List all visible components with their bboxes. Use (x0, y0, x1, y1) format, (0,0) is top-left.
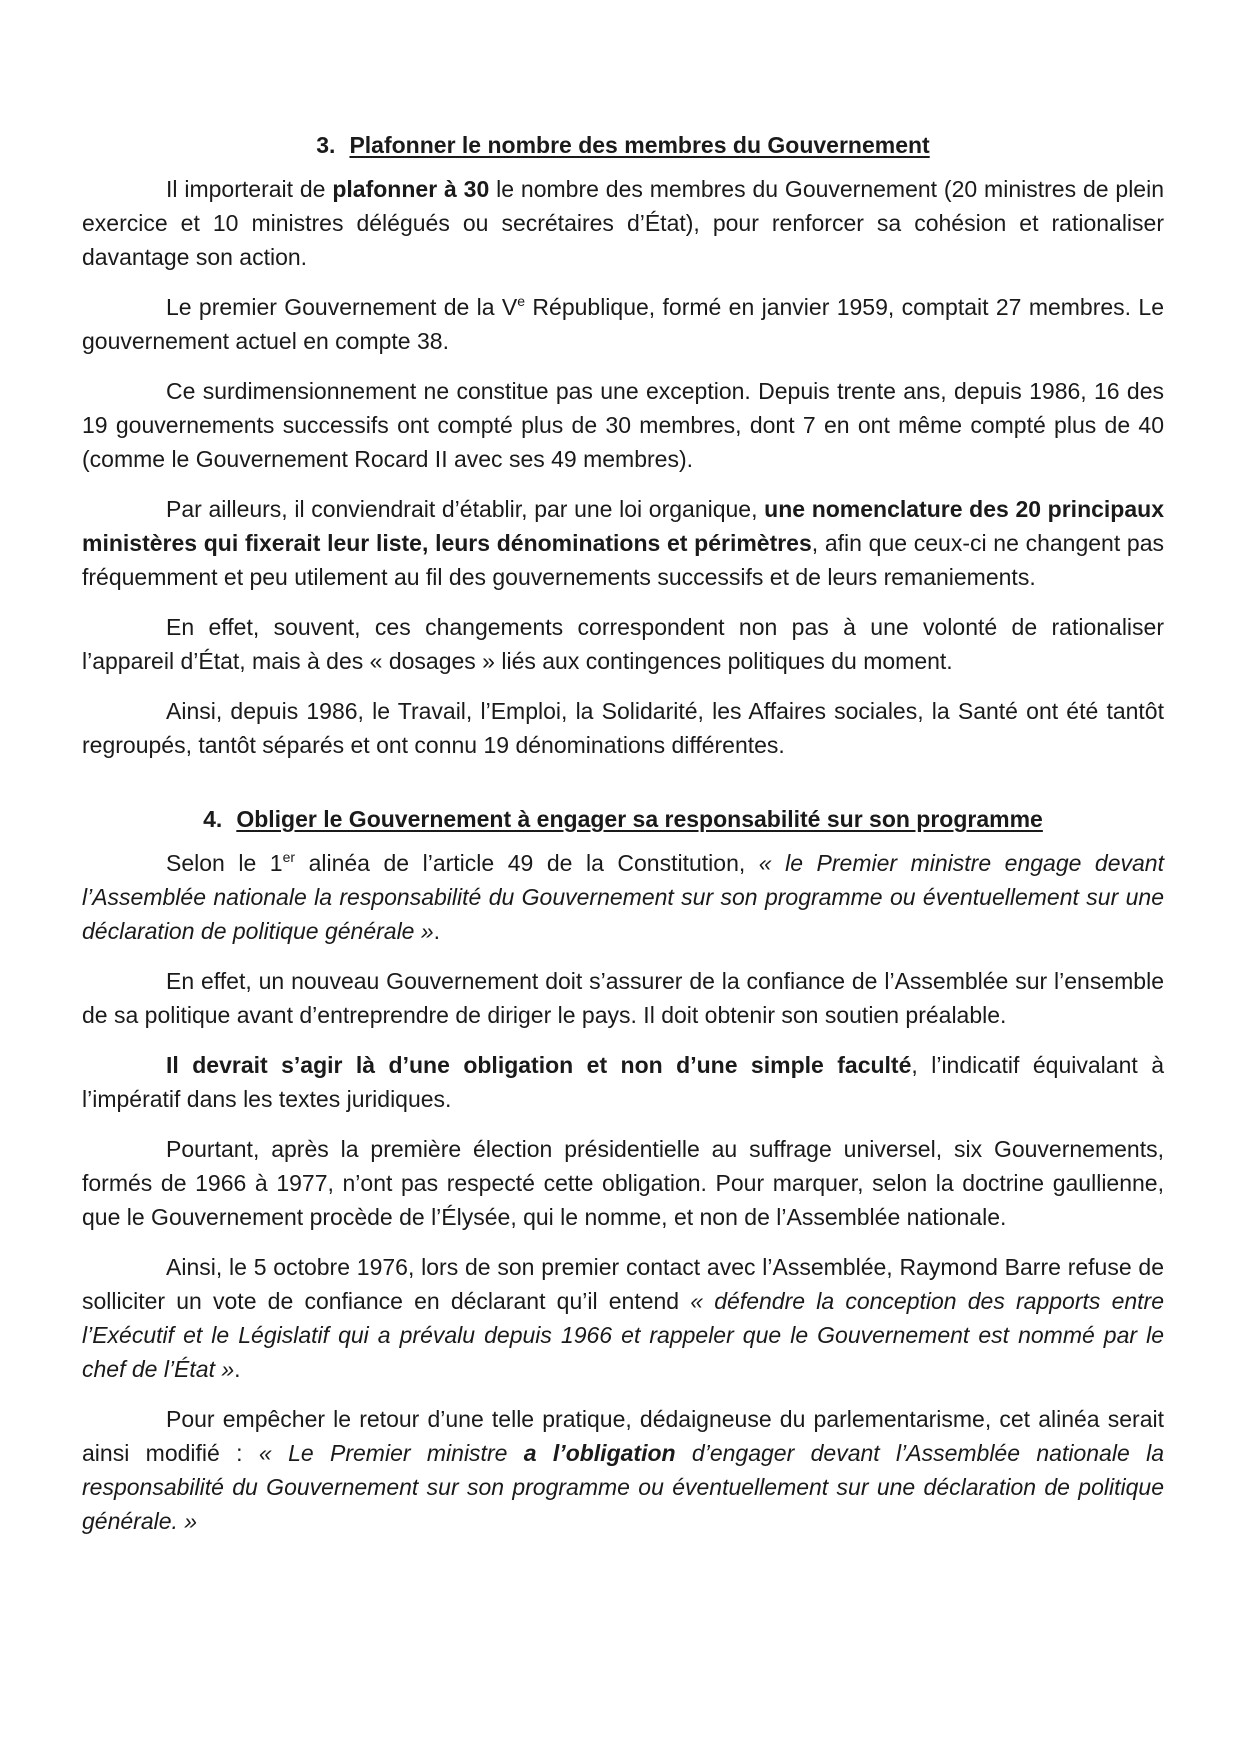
section-4-title: Obliger le Gouvernement à engager sa responsabilité sur son programme (236, 806, 1043, 832)
text-run: . (234, 1356, 241, 1382)
text-run: Selon le 1 (166, 850, 283, 876)
s4-paragraph-6 (82, 1402, 1164, 1538)
text-run: Le premier Gouvernement de la V (166, 294, 518, 320)
section-3-title: Plafonner le nombre des membres du Gouvernement (349, 132, 930, 158)
text-run: le nombre des membres du Gouvernement (20 ministres de plein exercice et 10 ministres délégués ou secrétaires d’État), pour renforcer sa cohésion et rationaliser davantage son action. (82, 176, 1164, 270)
s3-paragraph-1 (82, 172, 1164, 274)
superscript: er (282, 849, 296, 865)
text-run: , l’indicatif équivalant à l’impératif dans les textes juridiques. (82, 1052, 1164, 1112)
text-run: Il importerait de (166, 176, 333, 202)
text-run: République, formé en janvier 1959, comptait 27 membres. Le gouvernement actuel en compte 38. (82, 294, 1164, 354)
s3-paragraph-3: Ce surdimensionnement ne constitue pas une exception. Depuis trente ans, depuis 1986, 16 des 19 gouvernements successifs ont compté plus de 30 membres, dont 7 en ont même compté plus de 40 (comme le Gouvernement Rocard II avec ses 49 membres). (82, 378, 1164, 472)
s3-paragraph-5: En effet, souvent, ces changements correspondent non pas à une volonté de rationaliser l’appareil d’État, mais à des « dosages » liés aux contingences politiques du moment. (82, 614, 1164, 674)
italic-quote: « le Premier ministre engage devant l’Assemblée nationale la responsabilité du Gouvernement sur son programme ou éventuellement sur une déclaration de politique générale » (82, 850, 1164, 944)
text-run: alinéa de l’article 49 de la Constitution, (295, 850, 759, 876)
s4-paragraph-5 (82, 1250, 1164, 1386)
section-3-heading (82, 128, 1164, 162)
bold-run: une nomenclature des 20 principaux ministères qui fixerait leur liste, leurs dénominations et périmètres (82, 496, 1164, 556)
s3-paragraph-4 (82, 492, 1164, 594)
s4-paragraph-2: En effet, un nouveau Gouvernement doit s’assurer de la confiance de l’Assemblée sur l’ensemble de sa politique avant d’entreprendre de diriger le pays. Il doit obtenir son soutien préalable. (82, 968, 1164, 1028)
text-run: Ainsi, le 5 octobre 1976, lors de son premier contact avec l’Assemblée, Raymond Barre refuse de solliciter un vote de confiance en déclarant qu’il entend (82, 1254, 1164, 1314)
italic-quote: d’engager devant l’Assemblée nationale la responsabilité du Gouvernement sur son programme ou éventuellement sur une déclaration de politique générale. » (82, 1440, 1164, 1534)
s4-paragraph-1 (82, 846, 1164, 948)
section-4-number: 4. (203, 806, 223, 832)
s4-paragraph-4: Pourtant, après la première élection présidentielle au suffrage universel, six Gouvernements, formés de 1966 à 1977, n’ont pas respecté cette obligation. Pour marquer, selon la doctrine gaullienne, que le Gouvernement procède de l’Élysée, qui le nomme, et non de l’Assemblée nationale. (82, 1136, 1164, 1230)
text-run: . (433, 918, 441, 944)
s3-paragraph-6: Ainsi, depuis 1986, le Travail, l’Emploi, la Solidarité, les Affaires sociales, la Santé ont été tantôt regroupés, tantôt séparés et ont connu 19 dénominations différentes. (82, 698, 1164, 758)
text-run: Par ailleurs, il conviendrait d’établir, par une loi organique, (166, 496, 765, 522)
section-4-heading (82, 802, 1164, 836)
s4-paragraph-3 (82, 1048, 1164, 1116)
bold-run: Il devrait s’agir là d’une obligation et non d’une simple faculté (166, 1052, 912, 1078)
section-3-number: 3. (316, 132, 336, 158)
s3-paragraph-2 (82, 290, 1164, 358)
text-run: Pour empêcher le retour d’une telle pratique, dédaigneuse du parlementarisme, cet alinéa serait ainsi modifié : (82, 1406, 1164, 1466)
document-page (82, 128, 1164, 1554)
superscript: e (517, 293, 526, 309)
italic-quote: « défendre la conception des rapports entre l’Exécutif et le Législatif qui a prévalu depuis 1966 et rappeler que le Gouvernement est nommé par le chef de l’État » (82, 1288, 1165, 1382)
bold-run: plafonner à 30 (332, 176, 490, 202)
italic-quote: « Le Premier ministre (258, 1440, 524, 1466)
bold-italic-run: a l’obligation (523, 1440, 676, 1466)
text-run: , afin que ceux-ci ne changent pas fréquemment et peu utilement au fil des gouvernements successifs et de leurs remaniements. (82, 530, 1164, 590)
